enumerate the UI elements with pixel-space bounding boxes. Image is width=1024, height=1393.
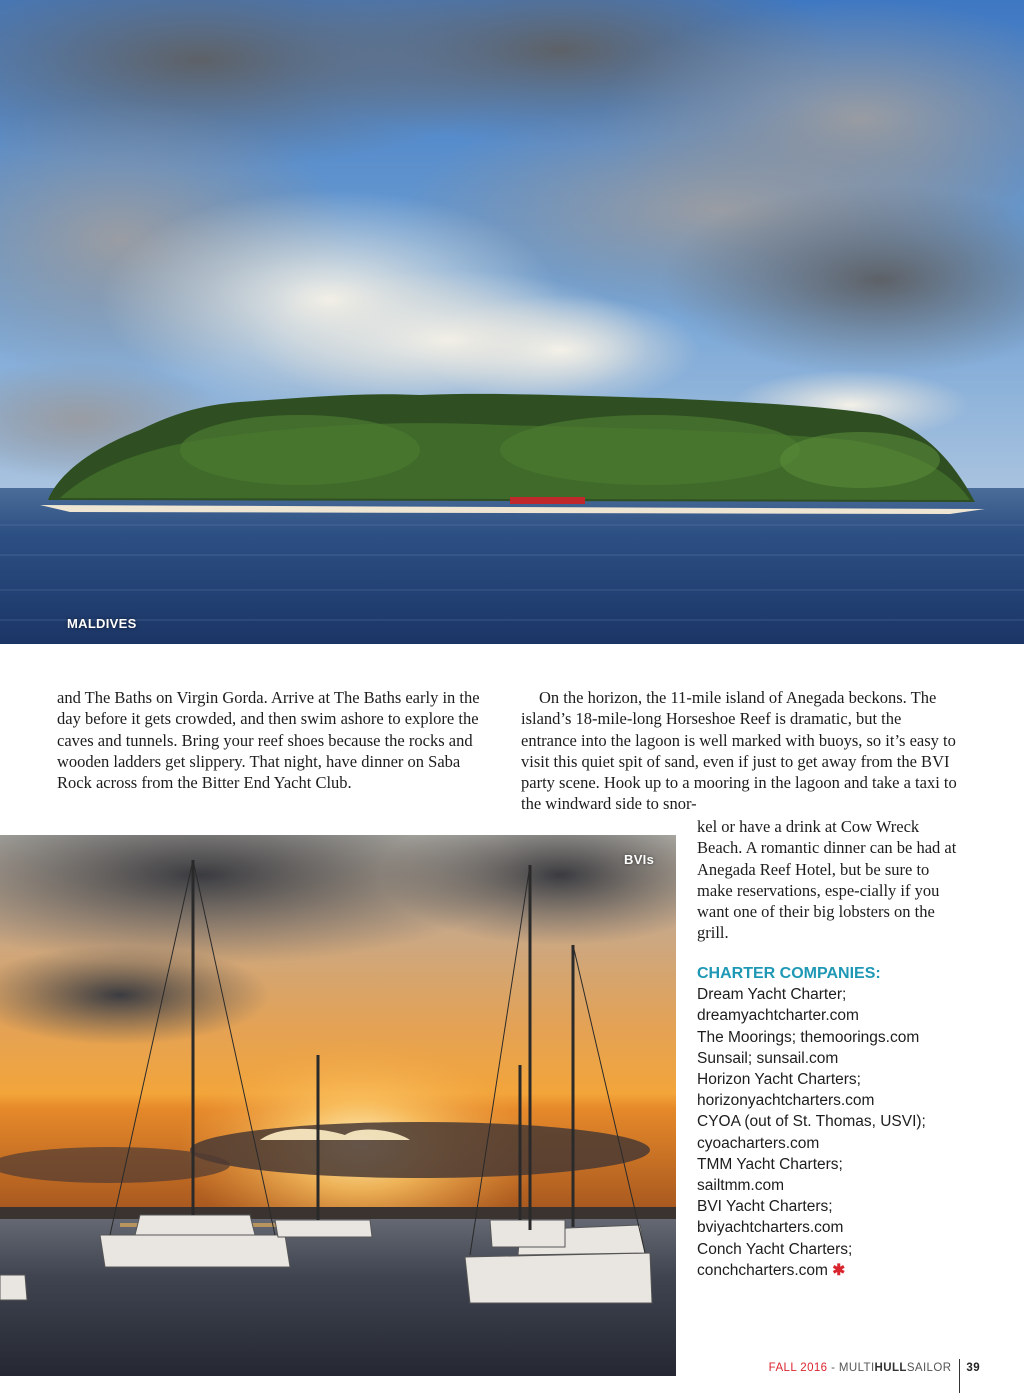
charter-line: Conch Yacht Charters;	[697, 1240, 853, 1258]
page-footer	[769, 1359, 980, 1393]
charter-line: The Moorings; themoorings.com	[697, 1028, 920, 1046]
charter-line: bviyachtcharters.com	[697, 1219, 844, 1237]
charter-line: Dream Yacht Charter;	[697, 986, 847, 1004]
page-number: 39	[966, 1362, 980, 1374]
charter-line: CYOA (out of St. Thomas, USVI);	[697, 1113, 926, 1131]
magazine-name-prefix: MULTI	[838, 1362, 875, 1374]
maldives-photo	[0, 0, 1024, 644]
charter-companies-heading: CHARTER COMPANIES:	[697, 965, 881, 982]
article-left-column	[57, 687, 487, 793]
bvis-caption: BVIs	[624, 852, 655, 867]
charter-line: TMM Yacht Charters;	[697, 1155, 843, 1173]
footer-separator: -	[827, 1362, 839, 1374]
charter-companies-sidebar	[697, 963, 997, 1281]
article-right-column-continued	[697, 816, 967, 944]
charter-line: Horizon Yacht Charters;	[697, 1071, 861, 1089]
end-mark-icon: ✱	[832, 1261, 846, 1279]
article-right-column	[521, 687, 961, 815]
magazine-name-bold: HULL	[874, 1362, 907, 1374]
charter-line-last	[697, 1260, 997, 1281]
charter-line: horizonyachtcharters.com	[697, 1092, 875, 1110]
charter-line: dreamyachtcharter.com	[697, 1007, 859, 1025]
issue-label: FALL 2016	[768, 1362, 828, 1374]
article-paragraph: On the horizon, the 11-mile island of Anegada beckons. The island’s 18-mile-long Horseshoe Reef is dramatic, but the entrance into the lagoon is well marked with buoys, so it’s easy to visit this quiet spit of sand, even if just to get away from the BVI party scene. Hook up to a mooring in the lagoon and take a taxi to the windward side to snor-	[521, 688, 957, 814]
charter-line: BVI Yacht Charters;	[697, 1198, 833, 1216]
maldives-caption: MALDIVES	[67, 616, 137, 631]
charter-line: Sunsail; sunsail.com	[697, 1049, 839, 1067]
article-paragraph: and The Baths on Virgin Gorda. Arrive at The Baths early in the day before it gets crowded, and then swim ashore to explore the caves and tunnels. Bring your reef shoes because the rocks and wooden ladders get slippery. That night, have dinner on Saba Rock across from the Bitter End Yacht Club.	[57, 688, 480, 793]
charter-line: conchcharters.com	[697, 1261, 828, 1279]
charter-line: cyoacharters.com	[697, 1134, 820, 1152]
magazine-name-suffix: SAILOR	[906, 1362, 952, 1374]
article-paragraph: kel or have a drink at Cow Wreck Beach. A romantic dinner can be had at Anegada Reef Hotel, but be sure to make reservations, espe-cially if you want one of their big lobsters on the grill.	[697, 817, 957, 943]
bvis-photo	[0, 835, 676, 1376]
charter-line: sailtmm.com	[697, 1177, 784, 1195]
footer-divider	[959, 1359, 960, 1393]
charter-companies-list	[697, 984, 997, 1281]
